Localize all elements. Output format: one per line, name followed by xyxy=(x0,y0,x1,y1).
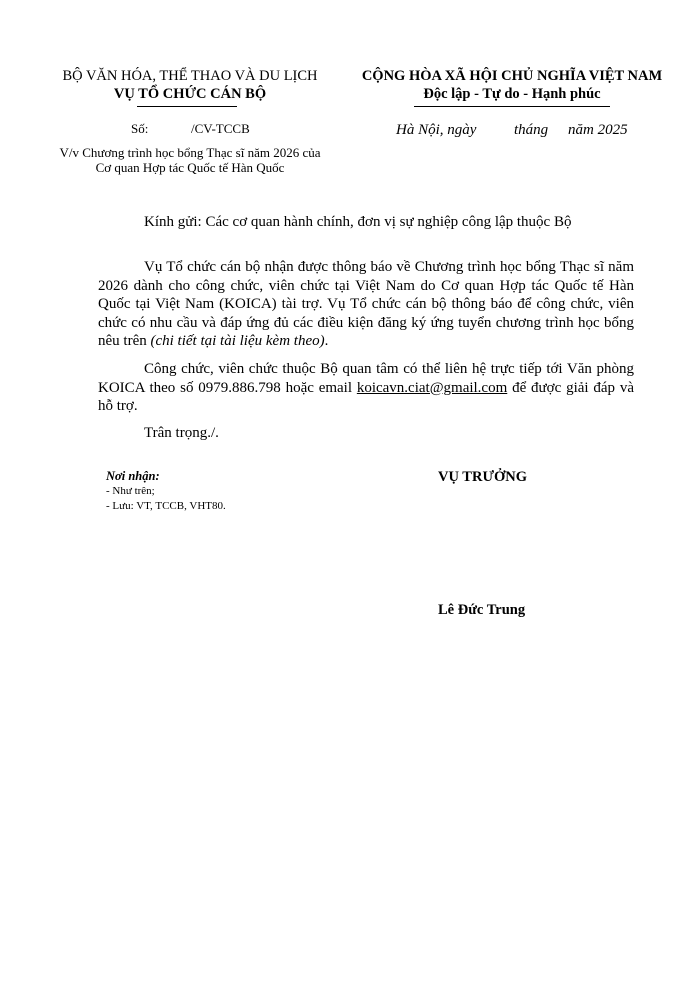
para1-end: . xyxy=(324,333,329,349)
body-paragraph-2 xyxy=(98,360,634,416)
recipients-title: Nơi nhận: xyxy=(106,469,160,483)
para2-text: Công chức, viên chức thuộc Bộ quan tâm có thể liên hệ trực tiếp tới Văn phòng KOICA theo số 0979.886.798 hoặc email xyxy=(98,361,634,396)
issuing-unit: VỤ TỔ CHỨC CÁN BỘ xyxy=(113,86,267,102)
parent-organization: BỘ VĂN HÓA, THỂ THAO VÀ DU LỊCH xyxy=(62,68,318,84)
contact-email-link[interactable]: koicavn.ciat@gmail.com xyxy=(356,379,508,396)
para1-note: (chi tiết tại tài liệu kèm theo) xyxy=(150,333,325,349)
recipient-item: - Như trên; xyxy=(106,485,155,497)
document-number-label: Số: xyxy=(131,121,149,136)
signer-name: Lê Đức Trung xyxy=(438,602,526,618)
subject-line-1: V/v Chương trình học bổng Thạc sĩ năm 2026 của xyxy=(59,145,321,160)
header-rule-right xyxy=(414,106,610,107)
body-paragraph-1 xyxy=(98,258,634,351)
date-year: năm 2025 xyxy=(568,122,628,138)
subject-line-2: Cơ quan Hợp tác Quốc tế Hàn Quốc xyxy=(95,160,285,175)
national-title: CỘNG HÒA XÃ HỘI CHỦ NGHĨA VIỆT NAM xyxy=(361,68,663,84)
header-rule-left xyxy=(137,106,237,107)
para1-text: Vụ Tổ chức cán bộ nhận được thông báo về Chương trình học bổng Thạc sĩ năm 2026 dành cho công chức, viên chức tại Việt Nam do Cơ quan Hợp tác Quốc tế Hàn Quốc tại Việt Nam (KOICA) tài trợ. Vụ Tổ chức cán bộ thông báo để công chức, viên chức có nhu cầu và đáp ứng đủ các điều kiện đăng ký ứng tuyển chương trình học bổng nêu trên xyxy=(98,259,634,349)
closing-salutation: Trân trọng./. xyxy=(144,425,219,441)
document-number-code: /CV-TCCB xyxy=(191,121,250,136)
recipient-item: - Lưu: VT, TCCB, VHT80. xyxy=(106,500,226,512)
national-motto: Độc lập - Tự do - Hạnh phúc xyxy=(423,86,601,102)
date-place: Hà Nội, ngày xyxy=(396,122,477,138)
signer-title: VỤ TRƯỞNG xyxy=(438,469,528,485)
recipient-line: Kính gửi: Các cơ quan hành chính, đơn vị sự nghiệp công lập thuộc Bộ xyxy=(144,214,572,230)
para2-end: để được giải đáp và hỗ trợ. xyxy=(98,379,634,414)
date-month: tháng xyxy=(514,122,549,138)
